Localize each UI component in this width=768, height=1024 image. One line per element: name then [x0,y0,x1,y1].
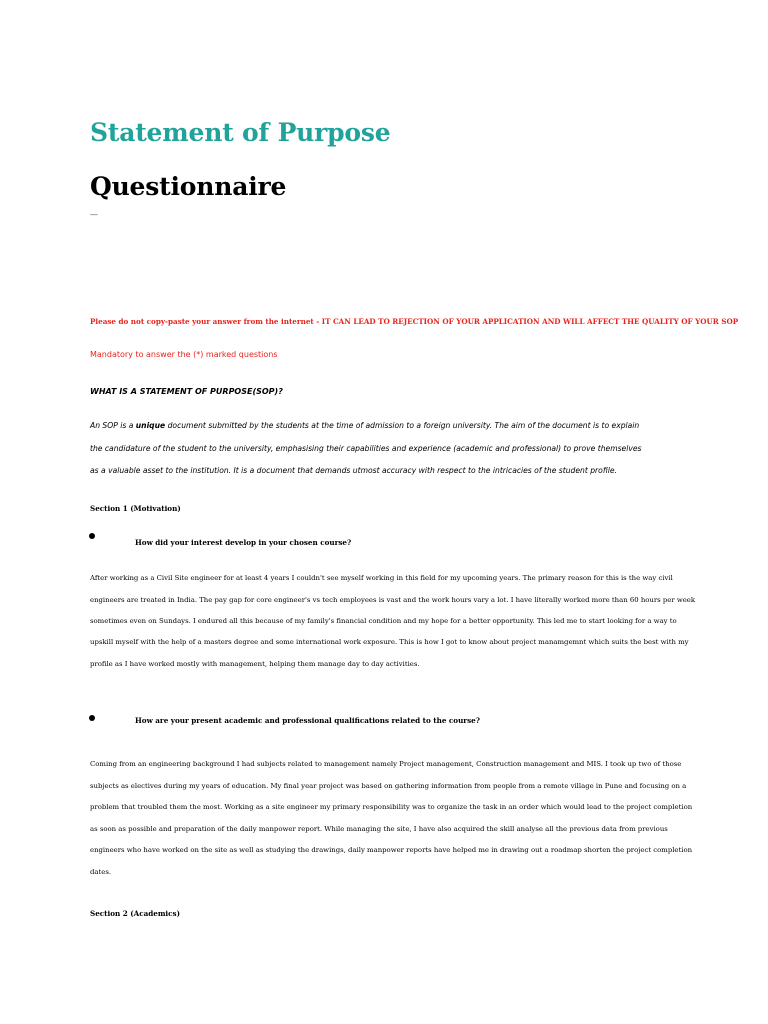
answer-2-line: engineers who have worked on the site as well as studying the drawings, daily manpower reports have helped me in drawing out a roadmap shorten the project completion [90,846,693,854]
intro-emphasis: unique [135,421,166,430]
answer-1-line: After working as a Civil Site engineer for at least 4 years I couldn't see myself working in this field for my upcoming years. The primary reason for this is the way civil [90,574,673,582]
answer-2-line: Coming from an engineering background I had subjects related to management namely Project management, Construction management and MIS. I took up two of those [90,760,682,768]
answer-1-line: sometimes even on Sundays. I endured all this because of my family's financial condition and my hope for a better opportunity. This led me to start looking for a way to [90,617,677,625]
intro-line: as a valuable asset to the institution. It is a document that demands utmost accuracy with respect to the intricacies of the student profile. [90,466,617,475]
question-2: How are your present academic and professional qualifications related to the course? [135,716,480,725]
answer-1-line: upskill myself with the help of a masters degree and some international work exposure. This is how I got to know about project manamgemnt which suits the best with my [90,638,689,646]
what-is-sop-heading: WHAT IS A STATEMENT OF PURPOSE(SOP)? [90,387,283,396]
section-2-heading: Section 2 (Academics) [90,909,180,918]
answer-2-line: as soon as possible and preparation of the daily manpower report. While managing the site, I have also acquired the skill analyse all the previous data from previous [90,825,668,833]
intro-line [90,421,639,430]
bullet-icon [89,533,95,539]
title-dash: — [90,210,98,219]
answer-2-line: dates. [90,868,112,876]
intro-text: An SOP is a [90,421,136,430]
mandatory-note: Mandatory to answer the (*) marked questions [90,350,278,359]
intro-text: document submitted by the students at the time of admission to a foreign university. The aim of the document is to explain [165,421,640,430]
intro-line: the candidature of the student to the university, emphasising their capabilities and experience (academic and professional) to prove themselves [90,444,642,453]
answer-2-line: subjects as electives during my years of education. My final year project was based on gathering information from people from a remote village in Pune and focusing on a [90,782,687,790]
section-1-heading: Section 1 (Motivation) [90,504,181,513]
answer-1-line: engineers are treated in India. The pay gap for core engineer's vs tech employees is vast and the work hours vary a lot. I have literally worked more than 60 hours per week [90,596,696,604]
answer-1-line: profile as I have worked mostly with management, helping them manage day to day activities. [90,660,420,668]
bullet-icon [89,715,95,721]
document-title: Statement of Purpose [90,118,391,147]
document-subtitle: Questionnaire [90,172,287,201]
answer-2-line: problem that troubled them the most. Working as a site engineer my primary responsibility was to organize the task in an order which would lead to the project completion [90,803,693,811]
copy-paste-warning: Please do not copy-paste your answer from the internet - IT CAN LEAD TO REJECTION OF YOUR APPLICATION AND WILL AFFECT THE QUALITY OF YOUR SOP [90,317,739,326]
question-1: How did your interest develop in your chosen course? [135,538,352,547]
